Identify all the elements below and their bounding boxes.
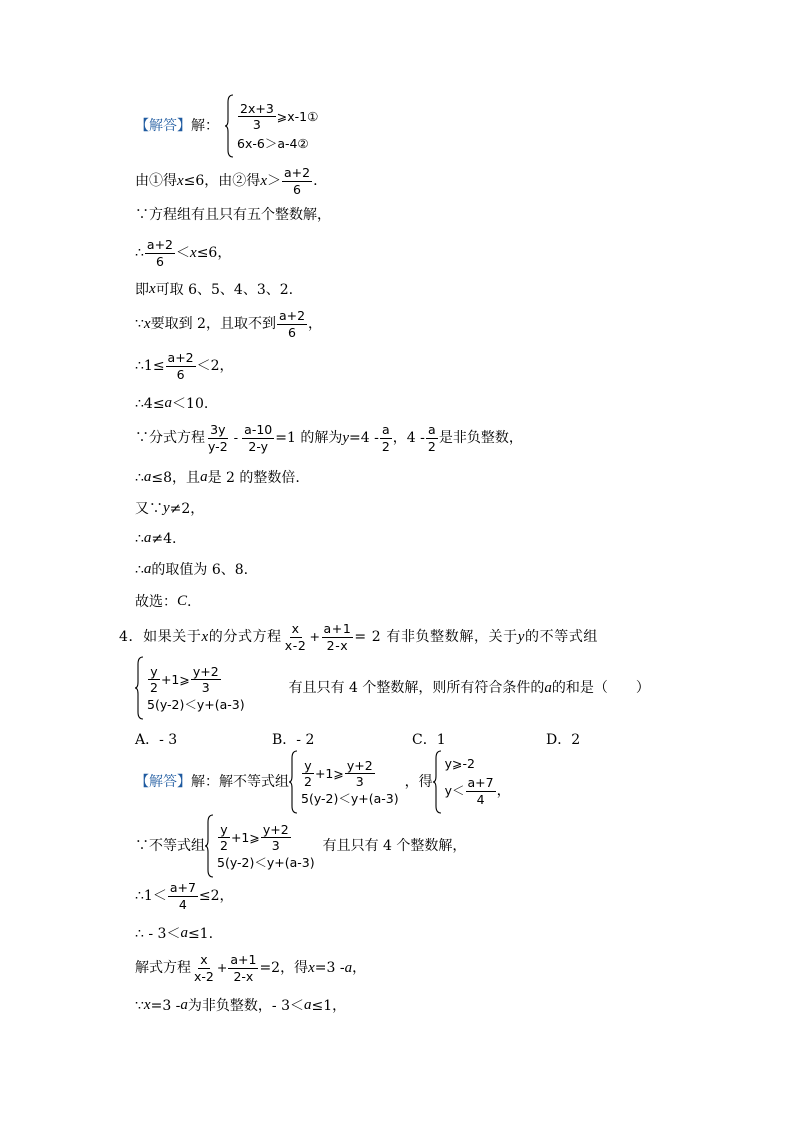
text: ≤6，: [196, 245, 232, 262]
text: 的取值为 6、8.: [151, 561, 249, 578]
option-label: A．- 3: [135, 732, 178, 748]
frac-den: 2: [150, 680, 158, 696]
frac-den: 2-y: [248, 438, 269, 454]
var-a: a: [344, 959, 353, 976]
text: ≤2，: [198, 888, 234, 905]
text: ∵不等式组: [135, 838, 205, 854]
solution-line-1: [135, 750, 511, 814]
frac-num: a+2: [146, 237, 174, 252]
option-label: D．2: [546, 732, 581, 748]
text: ∴: [135, 561, 144, 578]
frac-num: a+2: [167, 350, 194, 365]
var-a: a: [164, 395, 173, 411]
var-x: x: [143, 997, 151, 1013]
result-system: [433, 750, 511, 814]
text: 要取到 2，且取不到: [150, 316, 276, 333]
brace-icon: [205, 814, 214, 878]
line-2: [135, 166, 318, 197]
text: ∵: [135, 316, 144, 333]
sol-sys-row-2: [301, 793, 399, 806]
frac-num: a-10: [244, 422, 273, 437]
line-8: [135, 396, 208, 411]
line-11: [135, 501, 204, 516]
frac-den: 6: [288, 324, 296, 340]
frac-den: 3: [271, 838, 280, 854]
text: = 2 有非负整数解，关于: [354, 629, 518, 646]
frac-num: a+7: [467, 775, 494, 790]
frac-den: y-2: [208, 438, 228, 454]
var-x: x: [260, 172, 267, 189]
frac-num: y+2: [346, 757, 373, 773]
text: 是 2 的整数倍.: [207, 469, 300, 486]
text: 即: [135, 281, 149, 298]
text: ∵: [135, 997, 144, 1014]
sys1-row-1-rest: ⩾x-1①: [276, 108, 319, 124]
text: ∴1≤: [135, 358, 165, 375]
text: =1 的解为: [275, 430, 343, 447]
line-13: [135, 562, 248, 577]
answer-line-1: [135, 94, 318, 158]
frac-num: a+7: [169, 880, 196, 895]
frac-den: 2-x: [326, 637, 349, 653]
sys1-row-2-text: 6x-6＞a-4②: [237, 136, 309, 151]
frac-den: 3: [355, 774, 364, 790]
text: ，: [308, 316, 323, 333]
text: ∴: [135, 530, 144, 547]
text: ∵分式方程: [135, 430, 205, 447]
answer-tag: 【解答】: [135, 118, 191, 134]
res-row-1: [444, 755, 511, 771]
var-a: a: [143, 561, 152, 577]
text: ∴: [135, 469, 144, 486]
frac-num: 3y: [210, 422, 226, 437]
var-a: a: [200, 469, 208, 485]
text: ≤1，: [311, 997, 347, 1014]
frac-num: y: [220, 821, 228, 837]
frac-num: a: [381, 422, 390, 437]
text: ≠4.: [151, 530, 177, 547]
text: ≤8，且: [151, 469, 201, 486]
inequality-system-1: [225, 94, 318, 158]
line-19: [135, 881, 234, 912]
text: ∴ - 3＜: [135, 925, 181, 942]
brace-icon: [433, 750, 442, 814]
answer-tag: 【解答】: [135, 774, 191, 790]
var-x: x: [308, 959, 315, 976]
line-10: [135, 470, 300, 485]
text: ∵方程组有且只有五个整数解，: [135, 207, 331, 223]
frac-num: a+1: [230, 952, 257, 967]
text: y＜: [444, 783, 465, 798]
text: =2，得: [259, 960, 309, 977]
text: ＞: [266, 173, 281, 190]
plus-sign: +: [309, 629, 321, 644]
line-4: [135, 238, 231, 269]
sol-sys-row-1: [301, 759, 399, 790]
frac-den: 2-x: [233, 968, 254, 984]
sys1-row-2: [237, 138, 318, 151]
question-4-line: [119, 622, 598, 653]
frac-num: y: [304, 757, 312, 773]
frac-den: 6: [293, 181, 301, 197]
line-9: [135, 423, 523, 454]
brace-icon: [135, 656, 144, 720]
var-y: y: [517, 628, 526, 645]
frac-num: 2x+3: [240, 100, 274, 116]
text: 有且只有 4 个整数解，: [322, 838, 467, 854]
var-a: a: [143, 469, 152, 485]
text: 的和是（ ）: [551, 680, 650, 696]
text: 可取 6、5、4、3、2.: [155, 281, 294, 298]
frac-num: y+2: [262, 821, 289, 837]
text: 4．如果关于: [119, 629, 202, 646]
text: ≠2，: [169, 500, 205, 517]
frac-den: 2: [304, 774, 312, 790]
frac-den: x-2: [194, 968, 214, 984]
text: 解：解不等式组: [191, 774, 289, 790]
text: 的不等式组: [525, 629, 599, 646]
frac-den: 3: [252, 117, 261, 133]
text: 解式方程: [135, 960, 191, 977]
frac-den: 2: [427, 438, 436, 454]
line-22: [135, 998, 346, 1013]
line-14: [135, 594, 191, 609]
text: .: [187, 593, 192, 610]
text: +1⩾: [160, 671, 190, 687]
var-x: x: [201, 628, 209, 645]
text: 是非负整数，: [438, 430, 523, 447]
option-label: B．- 2: [272, 732, 315, 748]
text: ，: [352, 960, 367, 977]
text: 5(y-2)＜y+(a-3): [301, 791, 399, 806]
frac-num: a: [428, 422, 436, 437]
text: ∴1＜: [135, 888, 167, 905]
frac-den: x-2: [284, 637, 307, 653]
l18-sys-row-2: [217, 857, 315, 870]
text: +1⩾: [314, 765, 344, 781]
inequality-system-l18: [205, 814, 315, 878]
text: =3 -: [314, 960, 345, 977]
text: ，4 -: [392, 430, 425, 447]
question-4-system-line: [135, 656, 650, 720]
res-row-2: [445, 776, 511, 807]
text: =4 -: [349, 430, 379, 447]
frac-den: 6: [155, 253, 164, 269]
frac-num: y+2: [192, 663, 219, 679]
option-b[interactable]: [272, 729, 314, 749]
option-a[interactable]: [135, 729, 177, 749]
q4sys-row-2: [147, 699, 245, 712]
text: +1⩾: [230, 829, 260, 845]
frac-den: 4: [178, 896, 187, 912]
text: 又∵: [135, 500, 163, 517]
text: ＜2，: [196, 358, 234, 375]
text: 有且只有 4 个整数解，则所有符合条件的: [288, 680, 545, 696]
var-c: C: [177, 593, 188, 609]
text: y⩾-2: [444, 755, 475, 771]
frac-num: a+2: [278, 308, 306, 323]
text: ＜: [176, 245, 191, 262]
text: ∴: [135, 245, 144, 262]
text: ∴4≤: [135, 395, 165, 412]
line-12: [135, 531, 177, 546]
text: ，: [496, 783, 511, 800]
text: 由①得: [135, 173, 177, 190]
frac-num: y: [150, 663, 158, 679]
var-y: y: [163, 500, 170, 516]
text: 5(y-2)＜y+(a-3): [147, 697, 245, 712]
frac-den: 4: [476, 791, 485, 807]
brace-icon: [225, 94, 234, 158]
text: 为非负整数，- 3＜: [187, 997, 305, 1014]
line-3: [135, 208, 331, 222]
frac-num: a+2: [283, 165, 311, 180]
text: 的分式方程: [208, 629, 282, 646]
frac-den: 2: [220, 838, 228, 854]
var-y: y: [342, 429, 350, 446]
text: =3 -: [150, 997, 181, 1014]
line-20: [135, 926, 213, 941]
var-x: x: [149, 281, 156, 297]
line-21: [135, 953, 366, 984]
brace-icon: [289, 750, 298, 814]
sys1-row-1: [237, 102, 318, 133]
line-18: [135, 814, 466, 878]
text: ，得: [404, 774, 433, 790]
frac-num: x: [291, 621, 300, 636]
inequality-system-sol: [289, 750, 399, 814]
frac-num: a+1: [323, 621, 352, 636]
line-5: [135, 282, 293, 297]
text: 故选：: [135, 593, 177, 610]
frac-den: 2: [381, 438, 390, 454]
var-a: a: [180, 997, 188, 1013]
line-7: [135, 351, 234, 382]
text: ＜10.: [172, 395, 209, 412]
plus-sign: +: [216, 960, 228, 975]
option-c[interactable]: [412, 729, 446, 749]
frac-den: 3: [201, 680, 210, 696]
line-6: [135, 309, 322, 340]
text: ≤1.: [187, 925, 214, 942]
var-a: a: [544, 679, 552, 696]
text: ≤6，由②得: [183, 173, 261, 190]
var-x: x: [143, 315, 151, 332]
option-d[interactable]: [546, 729, 580, 749]
text: 5(y-2)＜y+(a-3): [217, 855, 315, 870]
var-a: a: [180, 925, 188, 941]
inequality-system-q4: [135, 656, 245, 720]
minus-sign: -: [233, 430, 239, 445]
l18-sys-row-1: [217, 823, 315, 854]
frac-num: x: [200, 952, 208, 967]
text: .: [313, 173, 318, 190]
var-x: x: [190, 244, 197, 261]
option-label: C．1: [412, 732, 446, 748]
var-x: x: [177, 172, 184, 189]
q4sys-row-1: [147, 665, 245, 696]
jie-label: 解：: [191, 118, 219, 134]
var-a: a: [143, 530, 152, 546]
frac-den: 6: [176, 366, 185, 382]
var-a: a: [304, 997, 312, 1013]
